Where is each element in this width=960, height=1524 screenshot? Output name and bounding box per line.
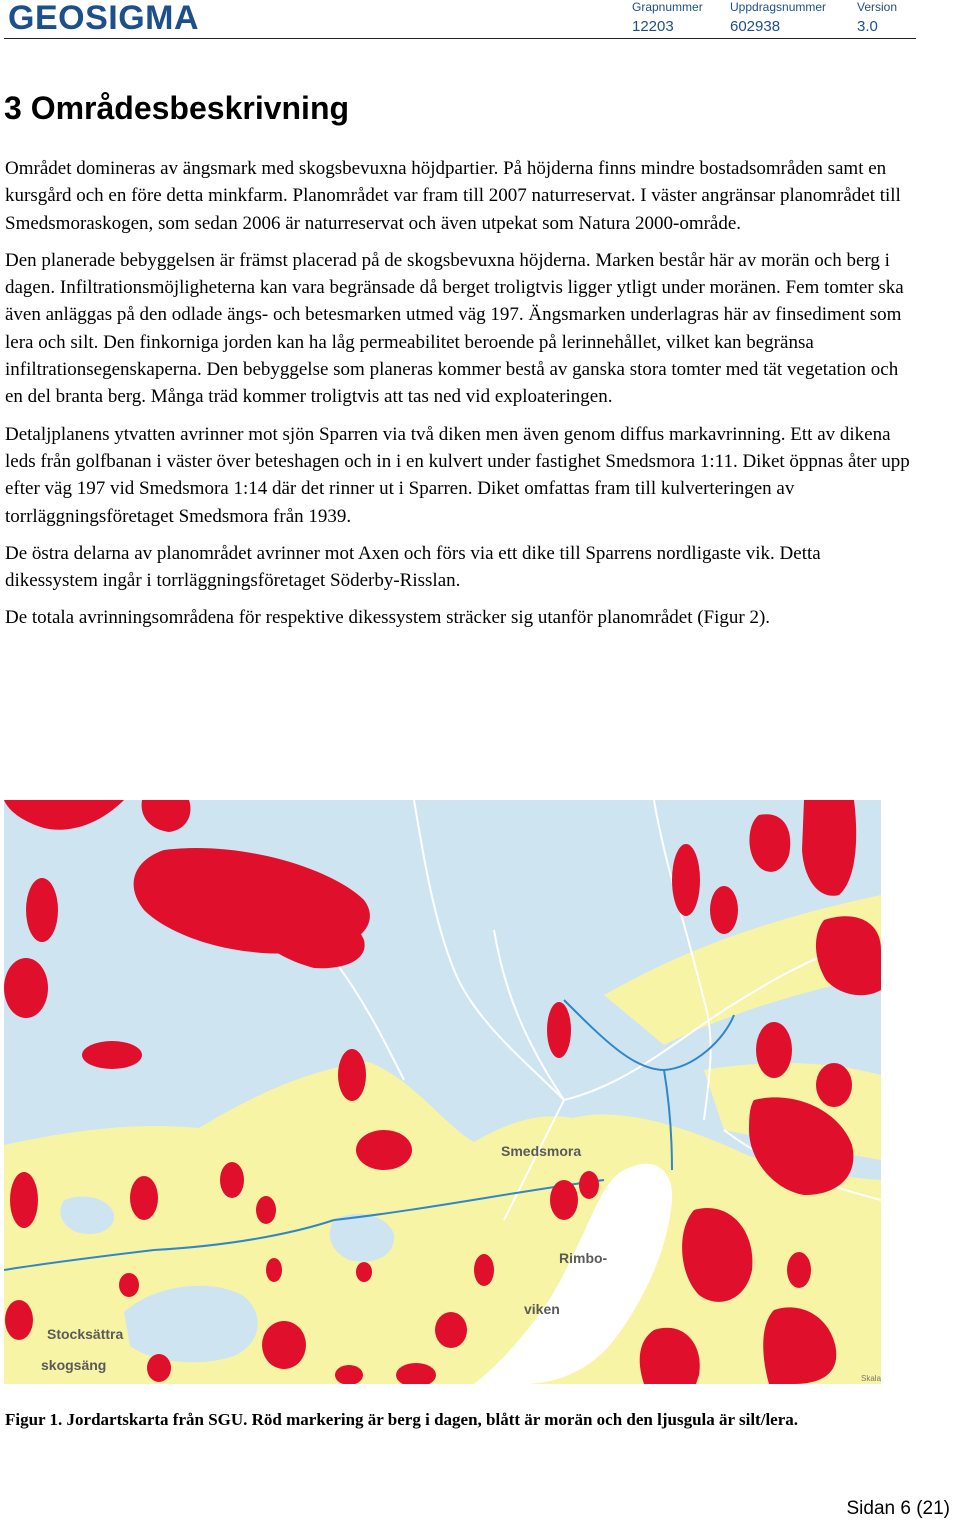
bedrock-outcrop [4,958,48,1018]
paragraph: De östra delarna av planområdet avrinner mot Axen och förs via ett dike till Sparrens nordligaste vik. Detta dikessystem ingår i torrläggningsföretaget Söderby-Risslan. [5,542,821,592]
soil-map-figure [4,800,881,1384]
bedrock-outcrop [787,1252,811,1288]
bedrock-outcrop [82,1041,142,1069]
bedrock-outcrop [119,1273,139,1297]
paragraph: De totala avrinningsområdena för respektive dikessystem sträcker sig utanför planområdet (Figur 2). [5,607,771,629]
bedrock-outcrop [672,844,700,916]
bedrock-outcrop [10,1172,38,1228]
map-label-stocksattra-2: skogsäng [41,1357,107,1373]
map-label-rimboviken-1: Rimbo- [559,1250,608,1266]
bedrock-outcrop [356,1262,372,1282]
bedrock-outcrop [130,1176,158,1220]
bedrock-outcrop [547,1002,571,1058]
map-corner-label: Skala [861,1374,881,1383]
paragraph: Detaljplanens ytvatten avrinner mot sjön Sparren via två diken men även genom diffus markavrinning. Ett av dikena leds från golfbanan i väster över beteshagen och in i en kulvert under fastighet Smedsmora 1:11. Diket öppnas åter upp efter väg 197 vid Smedsmora 1:14 där det rinner ut i Sparren. Diket omfattas fram till kulverteringen av torrläggningsföretaget Smedsmora från 1939. [5,423,910,527]
bedrock-outcrop [710,886,738,934]
uppdragsnummer-label: Uppdragsnummer [730,0,827,14]
bedrock-outcrop [356,1130,412,1170]
uppdragsnummer-value: 602938 [730,18,781,35]
bedrock-outcrop [147,1354,171,1382]
grapnummer-label: Grapnummer [632,0,703,14]
bedrock-outcrop [435,1312,467,1348]
company-logo: GEOSIGMA [8,0,200,37]
paragraph: Den planerade bebyggelsen är främst placerad på de skogsbevuxna höjderna. Marken består här av morän och berg i dagen. Infiltrationsmöjligheterna kan vara begränsade då berget troligtvis ligger ytligt under moränen. Fem tomter ska även anläggas på den odlade ängs- och betesmarken utmed väg 197. Ängsmarken underlagras här av finsediment som lera och silt. Den finkorniga jorden kan ha låg permeabilitet beroende på lerinnehållet, vilket kan begränsa infiltrationsegenskaperna. Den bebyggelse som planeras kommer bestå av ganska stora tomter med tät vegetation och en del branta berg. Många träd kommer troligtvis att tas ned vid exploateringen. [5,249,904,408]
bedrock-outcrop [550,1180,578,1220]
figure-caption: Figur 1. Jordartskarta från SGU. Röd markering är berg i dagen, blått är morän och den ljusgula är silt/lera. [5,1410,799,1429]
bedrock-outcrop [5,1300,33,1340]
map-label-smedsmora: Smedsmora [501,1143,582,1159]
bedrock-outcrop [474,1254,494,1286]
paragraph: Området domineras av ängsmark med skogsbevuxna höjdpartier. På höjderna finns mindre bostadsområden samt en kursgård och en före detta minkfarm. Planområdet var fram till 2007 naturreservat. I väster angränsar planområdet till Smedsmoraskogen, som sedan 2006 är naturreservat och även utpekat som Natura 2000-område. [5,158,901,234]
bedrock-outcrop [756,1022,792,1078]
body-text [5,155,915,642]
bedrock-outcrop [266,1258,282,1282]
bedrock-outcrop [220,1162,244,1198]
bedrock-outcrop [256,1196,276,1224]
map-label-stocksattra-1: Stocksättra [47,1326,124,1342]
chapter-heading: 3 Områdesbeskrivning [4,90,350,126]
page-number: Sidan 6 (21) [846,1498,950,1519]
bedrock-outcrop [262,1321,306,1369]
grapnummer-value: 12203 [632,18,674,35]
version-label: Version [857,0,898,14]
bedrock-outcrop [338,1049,366,1101]
bedrock-outcrop [26,878,58,942]
header-divider [4,38,916,39]
version-value: 3.0 [857,18,878,35]
bedrock-outcrop [579,1171,599,1199]
map-label-rimboviken-2: viken [524,1301,560,1317]
bedrock-outcrop [816,1063,852,1107]
